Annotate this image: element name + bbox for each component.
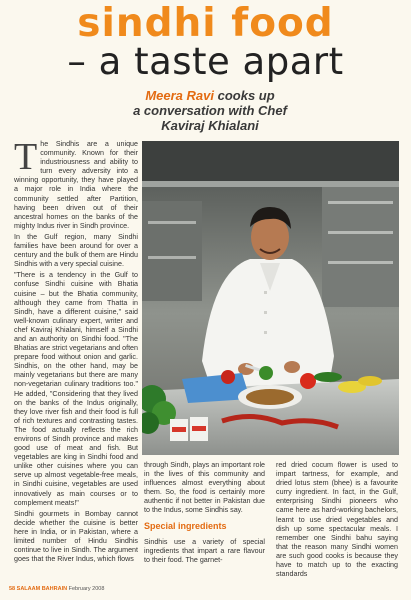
paragraph: through Sindh, plays an important role in the lives of this community and influences almost everything about them. So, the food is certainly more authentic if not better in Pakistan due to the Indus, some Sindhis say. bbox=[144, 461, 265, 515]
chef-photo bbox=[142, 141, 399, 455]
byline-text-3: Kaviraj Khialani bbox=[161, 118, 259, 133]
drop-cap: T bbox=[14, 136, 38, 178]
byline-text-2: a conversation with Chef bbox=[133, 103, 287, 118]
headline-line2: – a taste apart bbox=[67, 40, 344, 83]
headline-line1: sindhi food bbox=[77, 1, 334, 46]
paragraph: "There is a tendency in the Gulf to confuse Sindhi cuisine with Bhatia cuisine – but the Bhatia community, although they came from Thatta in Sindh, have a different cuisine," said well-known culinary expert, writer and chef Kaviraj Khialani, himself a Sindhi and an authority on Sindhi food. "The Bhatias are strict vegetarians and often prepare food without onion and garlic. Sindhis, on the other hand, may be mainly vegetarians but there are many non-vegetarian culinary traditions too." He added, "Considering that they lived on the banks of the Indus originally, they love river fish and their food is full of rich textures and contrasting tastes. The food actually reflects the rich environs of Sindh province and makes good use of meat and fish. But vegetables are king in Sindhi food and unlike other cuisines where you can serve up almost vegetable-free meals, in Sindhi cuisine, vegetables are used innovatively as main courses or to complement meats!" bbox=[14, 271, 138, 507]
chef-photo-illustration bbox=[142, 141, 399, 455]
paragraph: he Sindhis are a unique community. Known for their industriousness and ability to turn every adversity into a winning opportunity, they have played a major role in India where the community settled after Partition, having been driven out of their ancestral homes on the banks of the mighty Indus river in Sindh province. bbox=[14, 140, 138, 230]
paragraph: Sindhis use a variety of special ingredients that impart a rare flavour to their food. The garnet- bbox=[144, 537, 265, 564]
subheading: Special ingredients bbox=[144, 520, 227, 531]
paragraph: red dried cocum flower is used to impart tartness, for example, and dried lotus stem (bhee) is a favourite curry ingredient. In fact, in the Gulf, enterprising Sindhi pioneers who came here as hard-working bachelors, learnt to use dried vegetables and dish up some spectacular meals. I remember one Sindhi bahu saying that the reason many Sindhi women are such good cooks is because they have to match up to the exacting standards bbox=[276, 461, 398, 579]
article-column-1 bbox=[14, 136, 138, 566]
byline bbox=[110, 88, 310, 133]
byline-text-1: cooks up bbox=[213, 88, 275, 103]
magazine-name: SALAAM BAHRAIN bbox=[16, 586, 68, 592]
issue-date: February 2008 bbox=[68, 586, 105, 592]
page-number: 58 bbox=[9, 586, 16, 592]
paragraph: In the Gulf region, many Sindhi families have been around for over a century and the bulk of them are Hindu Sindhis with a very special cuisine. bbox=[14, 232, 138, 269]
article-column-2 bbox=[144, 461, 265, 567]
page-footer bbox=[9, 586, 104, 592]
paragraph: Sindhi gourmets in Bombay cannot decide whether the cuisine is better here in India, or in Pakistan, where a limited number of Hindu Sindhis continue to live in Sindh. The argument goes that the River Indus, which flows bbox=[14, 509, 138, 564]
byline-author: Meera Ravi bbox=[145, 88, 214, 103]
article-column-3 bbox=[276, 461, 398, 581]
